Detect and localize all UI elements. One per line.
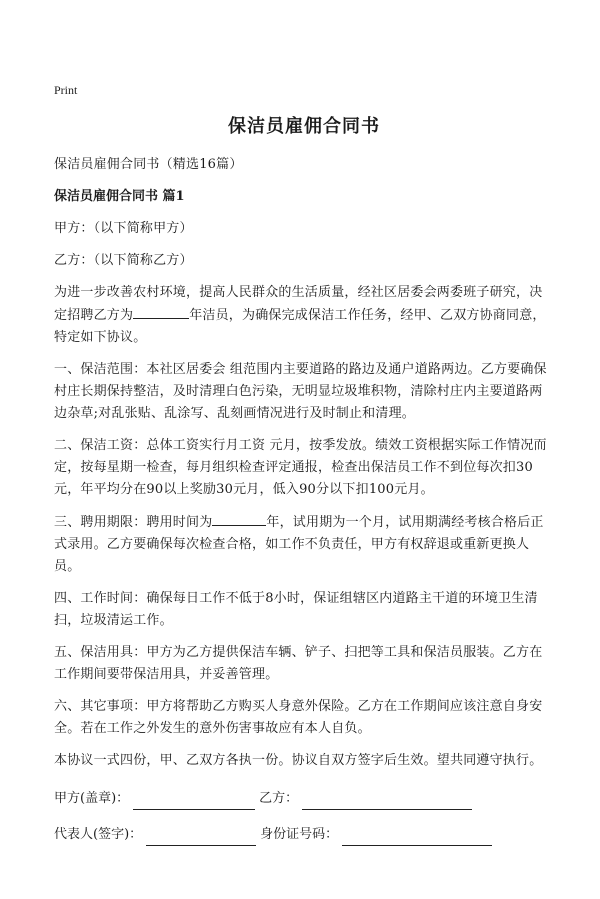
clause-hours: 四、工作时间：确保每日工作不低于8小时，保证组辖区内道路主干道的环境卫生清扫，垃圾清运工作。 [54,591,538,628]
intro-text-start: 为进一步改善农村环境，提高人民群众的生活质量，经社区居委会两委班子研究，决定招聘乙方为 [54,285,543,323]
intro-text-end: 年洁员，为确保完成保洁工作任务，经甲、乙双方协商同意，特定如下协议。 [54,308,546,345]
document-body [54,112,554,860]
intro-paragraph [54,282,554,349]
party-b-line: 乙方：（以下简称乙方） [54,253,193,268]
print-label: Print [54,83,78,97]
clause-term-end: 年，试用期为一个月，试用期满经考核合格后正式录用。乙方要确保每次检查合格，如工作不负责任，甲方有权辞退或重新更换人员。 [54,515,544,574]
clause-other: 六、其它事项：甲方将帮助乙方购买人身意外保险。乙方在工作期间应该注意自身安全。若在工作之外发生的意外伤害事故应有本人自负。 [54,699,543,736]
clause-term [54,511,554,578]
agreement-closing: 本协议一式四份，甲、乙双方各执一份。协议自双方签字后生效。望共同遵守执行。 [54,753,543,768]
party-b-sign-label: 乙方： [259,791,299,806]
section-heading: 保洁员雇佣合同书 篇1 [54,189,185,204]
id-number-label: 身份证号码： [260,827,339,842]
party-a-seal-label: 甲方(盖章)： [54,791,130,806]
signature-row-2 [54,824,554,846]
party-a-line: 甲方：（以下简称甲方） [54,221,193,236]
representative-label: 代表人(签字)： [54,827,143,842]
term-blank [133,304,189,319]
clause-wages: 二、保洁工资：总体工资实行月工资 元月，按季发放。绩效工资根据实际工作情况而定，按每星期一检查，每月组织检查评定通报，检查出保洁员工作不到位每次扣30元，年平均分在90以上奖励30元月，低入90分以下扣100元月。 [54,438,547,497]
duration-blank [212,511,266,526]
signature-row-1 [54,788,554,810]
document-subtitle: 保洁员雇佣合同书（精选16篇） [54,157,243,172]
representative-line[interactable] [146,831,256,846]
document-title: 保洁员雇佣合同书 [228,116,380,137]
party-a-seal-line[interactable] [133,795,255,810]
clause-tools: 五、保洁用具：甲方为乙方提供保洁车辆、铲子、扫把等工具和保洁员服装。乙方在工作期间要带保洁用具，并妥善管理。 [54,645,543,682]
clause-scope: 一、保洁范围：本社区居委会 组范围内主要道路的路边及通户道路两边。乙方要确保村庄长期保持整洁，及时清理白色污染，无明显垃圾堆积物，清除村庄内主要道路两边杂草;对乱张贴、乱涂写、乱刻画情况进行及时制止和清理。 [54,362,547,421]
party-b-sign-line[interactable] [302,795,472,810]
id-number-line[interactable] [342,831,492,846]
clause-term-start: 三、聘用期限：聘用时间为 [54,515,213,530]
